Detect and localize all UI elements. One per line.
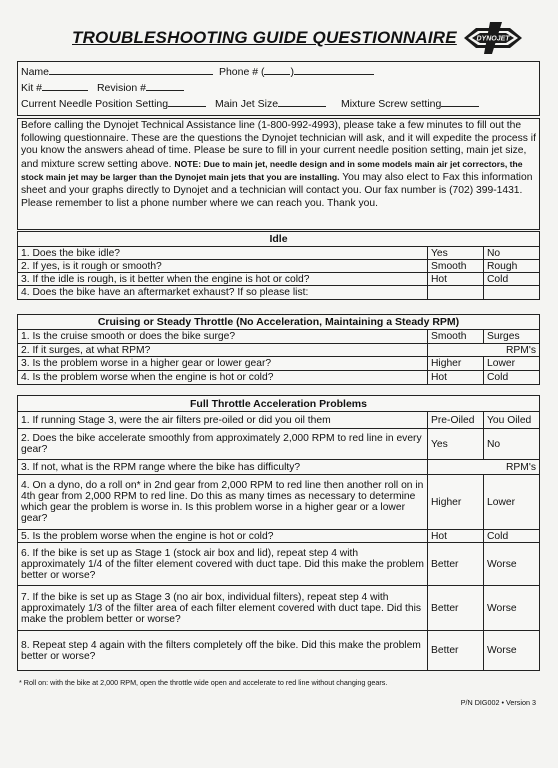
- name-label: Name: [21, 66, 50, 78]
- screw-label: Mixture Screw setting: [340, 98, 442, 110]
- answer-option[interactable]: Yes: [428, 429, 484, 460]
- revision-label: Revision #: [96, 82, 146, 94]
- page-title: TROUBLESHOOTING GUIDE QUESTIONNAIRE: [72, 28, 457, 47]
- table-row: [18, 460, 540, 475]
- question: 8. Repeat step 4 again with the filters completely off the bike. Did this make the problem better or worse?: [18, 631, 428, 671]
- table-row: [18, 344, 540, 357]
- answer-option[interactable]: Yes: [428, 247, 484, 260]
- answer-option[interactable]: No: [484, 247, 540, 260]
- answer-option[interactable]: Higher: [428, 357, 484, 371]
- answer-option[interactable]: Smooth: [428, 260, 484, 273]
- intro-fax-text: You may also elect to Fax this information sheet and your graphs directly to Dynojet and a technician will contact you. Our fax number is (702) 399-1431. Please remember to list a phone number where we can reach you. Thank you.: [21, 172, 533, 209]
- question: 1. Is the cruise smooth or does the bike surge?: [18, 330, 428, 344]
- table-row: [18, 530, 540, 543]
- phone-field[interactable]: [294, 65, 374, 75]
- answer-option[interactable]: Rough: [484, 260, 540, 273]
- answer-option[interactable]: Lower: [484, 357, 540, 371]
- question: 3. Is the problem worse in a higher gear or lower gear?: [18, 357, 428, 371]
- question: 1. Does the bike idle?: [18, 247, 428, 260]
- question: 5. Is the problem worse when the engine is hot or cold?: [18, 530, 428, 543]
- table-row: [18, 543, 540, 586]
- needle-label: Current Needle Position Setting: [21, 98, 169, 110]
- revision-field[interactable]: [146, 81, 184, 91]
- answer-option[interactable]: Worse: [484, 543, 540, 586]
- question: 3. If the idle is rough, is it better when the engine is hot or cold?: [18, 273, 428, 286]
- answer-option[interactable]: Pre-Oiled: [428, 412, 484, 429]
- answer-option[interactable]: Hot: [428, 371, 484, 385]
- answer-option[interactable]: Lower: [484, 475, 540, 530]
- intro-paragraph: [17, 118, 540, 230]
- kit-label: Kit #: [21, 82, 43, 94]
- cruise-table: [17, 314, 540, 385]
- answer-option[interactable]: [428, 286, 484, 300]
- rpm-field[interactable]: RPM's: [428, 344, 540, 357]
- jet-label: Main Jet Size: [215, 98, 279, 110]
- answer-option[interactable]: You Oiled: [484, 412, 540, 429]
- table-row: [18, 412, 540, 429]
- full-throttle-table: [17, 395, 540, 671]
- answer-option[interactable]: [484, 286, 540, 300]
- answer-option[interactable]: Hot: [428, 530, 484, 543]
- idle-header: Idle: [18, 232, 540, 247]
- answer-option[interactable]: Better: [428, 631, 484, 671]
- cruise-header: Cruising or Steady Throttle (No Acceleration, Maintaining a Steady RPM): [18, 315, 540, 330]
- question: 4. Does the bike have an aftermarket exhaust? If so please list:: [18, 286, 428, 300]
- table-row: [18, 631, 540, 671]
- question: 7. If the bike is set up as Stage 3 (no air box, individual filters), repeat step 4 with approximately 1/3 of the filter area of each filter element covered with duct tape. Did this make the problem better or worse?: [18, 586, 428, 631]
- answer-option[interactable]: Higher: [428, 475, 484, 530]
- customer-info-box: [17, 61, 540, 116]
- question: 4. Is the problem worse when the engine is hot or cold?: [18, 371, 428, 385]
- question: 6. If the bike is set up as Stage 1 (stock air box and lid), repeat step 4 with approximately 1/4 of the filter element covered with duct tape. Did this make the problem better or worse?: [18, 543, 428, 586]
- answer-option[interactable]: No: [484, 429, 540, 460]
- table-row: [18, 286, 540, 300]
- question: 4. On a dyno, do a roll on* in 2nd gear from 2,000 RPM to red line then another roll on in 4th gear from 2,000 RPM to red line. Do this as many times as necessary to determine which gear the problem is worse in. Is this problem worse in a higher gear or a lower gear?: [18, 475, 428, 530]
- table-row: [18, 247, 540, 260]
- table-row: [18, 475, 540, 530]
- rpm-field[interactable]: RPM's: [428, 460, 540, 475]
- name-field[interactable]: [49, 65, 213, 75]
- answer-option[interactable]: Cold: [484, 530, 540, 543]
- answer-option[interactable]: Worse: [484, 586, 540, 631]
- answer-option[interactable]: Cold: [484, 371, 540, 385]
- answer-option[interactable]: Smooth: [428, 330, 484, 344]
- answer-option[interactable]: Cold: [484, 273, 540, 286]
- answer-option[interactable]: Better: [428, 586, 484, 631]
- intro-text: Before calling the Dynojet Technical Assistance line (1-800-992-4993), please take a few minutes to fill out the following questionnaire. These are the questions the Dynojet technician will ask, and it will expedite the process if you know the answers ahead of time. Please be sure to fill in your current needle position setting, main jet size, and mixture screw setting above.: [21, 120, 536, 170]
- question: 3. If not, what is the RPM range where the bike has difficulty?: [18, 460, 428, 475]
- footnote: * Roll on: with the bike at 2,000 RPM, open the throttle wide open and accelerate to red line without changing gears.: [19, 678, 388, 687]
- question: 2. If yes, is it rough or smooth?: [18, 260, 428, 273]
- question: 2. If it surges, at what RPM?: [18, 344, 428, 357]
- answer-option[interactable]: Surges: [484, 330, 540, 344]
- table-row: [18, 260, 540, 273]
- table-row: [18, 330, 540, 344]
- kit-field[interactable]: [42, 81, 88, 91]
- phone-label: Phone # (: [218, 66, 265, 78]
- answer-option[interactable]: Hot: [428, 273, 484, 286]
- dynojet-logo: [462, 20, 524, 56]
- intro-note: NOTE: Due to main jet, needle design and in some models main air jet correctors, the stock main jet may be larger than the Dynojet main jets that you are installing.: [21, 158, 523, 183]
- part-number: P/N DIG002 • Version 3: [460, 698, 536, 707]
- full-throttle-header: Full Throttle Acceleration Problems: [18, 396, 540, 412]
- table-row: [18, 429, 540, 460]
- table-row: [18, 586, 540, 631]
- table-row: [18, 371, 540, 385]
- question: 2. Does the bike accelerate smoothly from approximately 2,000 RPM to red line in every gear?: [18, 429, 428, 460]
- table-row: [18, 273, 540, 286]
- phone-close: ): [290, 66, 294, 78]
- screw-field[interactable]: [441, 97, 479, 107]
- idle-table: [17, 231, 540, 300]
- table-row: [18, 357, 540, 371]
- jet-field[interactable]: [278, 97, 326, 107]
- answer-option[interactable]: Better: [428, 543, 484, 586]
- question: 1. If running Stage 3, were the air filters pre-oiled or did you oil them: [18, 412, 428, 429]
- answer-option[interactable]: Worse: [484, 631, 540, 671]
- logo-text: DYNOJET: [476, 35, 510, 43]
- needle-field[interactable]: [168, 97, 206, 107]
- phone-area-field[interactable]: [264, 65, 290, 75]
